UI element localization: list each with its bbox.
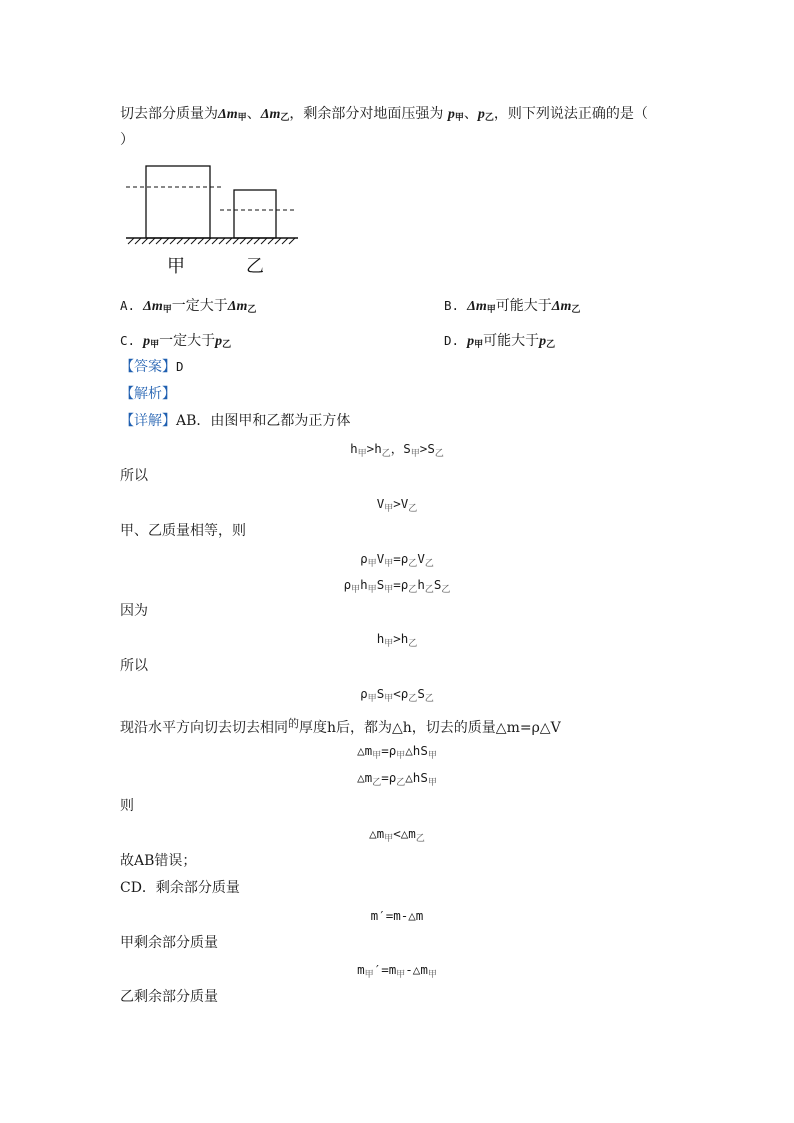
formula-5: $h_甲>h_乙$ [376, 631, 418, 649]
option-b: B. Δm甲可能大于Δm乙 [444, 298, 581, 314]
separator: 、 [463, 106, 478, 122]
so-1: 所以 [120, 468, 148, 484]
cubes-figure [124, 160, 304, 280]
option-c: C. p甲一定大于p乙 [120, 333, 232, 349]
formula-6: $\rho_甲S_甲<\rho_乙S_乙$ [360, 686, 434, 704]
formula-4: $\rho_甲h_甲S_甲=\rho_乙h_乙S_乙$ [343, 577, 451, 595]
formula-7: $\triangle m_甲=\rho_甲\triangle hS_甲$ [357, 743, 437, 761]
delta-m-yi-symbol: Δm乙 [260, 107, 290, 122]
so-2: 所以 [120, 658, 148, 674]
analysis-tag: 【解析】 [120, 386, 176, 402]
cd-text: CD．剩余部分质量 [120, 880, 240, 896]
cut-text: 现沿水平方向切去切去相同$^的$厚度h后，都为△h，切去的质量△m=ρ△V [120, 717, 561, 736]
detail-line: 【详解】AB．由图甲和乙都为正方体 [120, 413, 351, 429]
cube-jia [146, 166, 210, 238]
formula-8: $\triangle m_乙=\rho_乙\triangle hS_甲$ [357, 770, 437, 788]
answer-line [120, 357, 184, 377]
delta-m-jia-symbol: Δm甲 [218, 107, 247, 122]
label-yi: 乙 [246, 256, 264, 277]
separator: 、 [246, 106, 261, 122]
formula-9: $\triangle m_甲<\triangle m_乙$ [369, 826, 425, 844]
equal-mass-text: 甲、乙质量相等，则 [120, 523, 246, 539]
formula-2: $V_甲>V_乙$ [376, 496, 418, 514]
question-text-part1: 切去部分质量为 [120, 106, 218, 122]
formula-11: $m_甲'=m_甲-\triangle m_甲$ [357, 962, 437, 980]
p-jia-symbol: p甲 [447, 107, 464, 122]
question-text-part3: ，则下列说法正确的是（ [493, 106, 648, 122]
cube-yi [234, 190, 276, 238]
formula-10: m′=m-△m [370, 908, 424, 923]
option-d: D. p甲可能大于p乙 [444, 333, 556, 349]
question-text-part2: ，剩余部分对地面压强为 [289, 106, 444, 122]
question-line-2: ） [120, 132, 134, 148]
formula-3: $\rho_甲V_甲=\rho_乙V_乙$ [360, 551, 434, 569]
yi-rest-text: 乙剩余部分质量 [120, 989, 218, 1005]
answer-value: D [176, 359, 184, 374]
then-text: 则 [120, 798, 134, 814]
detail-tag: 【详解】 [120, 413, 176, 429]
option-a: A. Δm甲一定大于Δm乙 [120, 298, 257, 314]
jia-rest-text: 甲剩余部分质量 [120, 935, 218, 951]
label-jia: 甲 [167, 256, 185, 277]
p-yi-symbol: p乙 [477, 107, 494, 122]
conclusion-ab: 故AB错误； [120, 853, 197, 869]
question-line-1 [120, 104, 648, 127]
because-text: 因为 [120, 603, 148, 619]
ground-hatching [128, 238, 295, 244]
answer-tag: 【答案】 [120, 359, 176, 375]
formula-1: $h_甲>h_乙$，$S_甲>S_乙$ [350, 441, 444, 459]
